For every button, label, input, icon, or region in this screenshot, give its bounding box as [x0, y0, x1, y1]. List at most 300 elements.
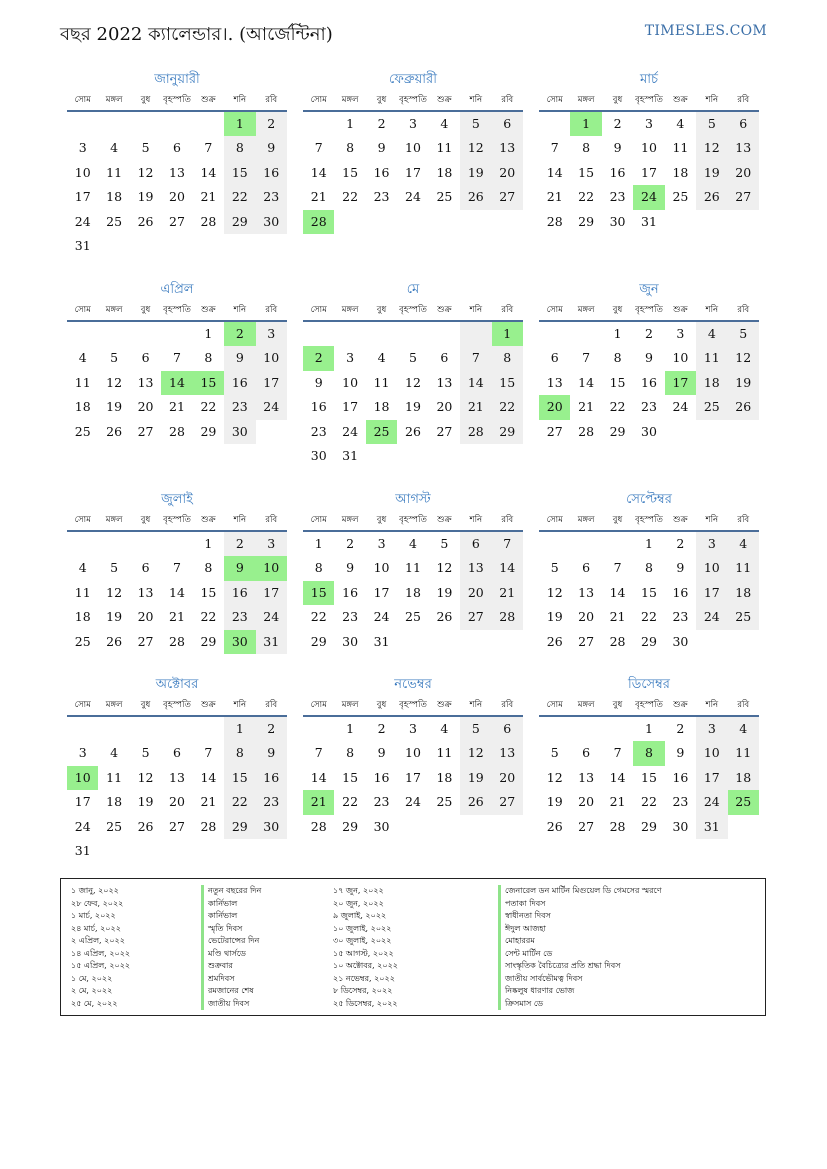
legend-entry: ১ মে, ২০২২	[71, 973, 113, 983]
empty-cell	[161, 717, 192, 741]
day-cell: 28	[609, 818, 626, 834]
day-cell: 17	[74, 794, 91, 810]
month-name: আগস্ট	[395, 492, 431, 507]
empty-cell	[665, 210, 696, 234]
empty-cell	[256, 234, 287, 258]
day-cell: 18	[74, 399, 91, 415]
day-cell: 6	[492, 717, 523, 741]
day-cell: 9	[377, 745, 386, 761]
month-name: জুন	[639, 282, 659, 297]
weekday-header	[303, 300, 523, 322]
day-cell: 29	[578, 213, 595, 229]
day-cell: 31	[74, 842, 91, 858]
month-name: এপ্রিল	[160, 282, 194, 297]
day-cell: 5	[696, 112, 727, 136]
day-grid	[303, 717, 523, 839]
day-cell: 7	[492, 532, 523, 556]
day-cell: 27	[578, 633, 595, 649]
empty-cell	[224, 839, 255, 863]
day-cell: 7	[613, 560, 622, 576]
day-cell: 23	[373, 189, 390, 205]
day-cell: 17	[665, 371, 696, 395]
weekday-label: শনি	[469, 95, 483, 105]
weekday-label: সোম	[546, 515, 563, 525]
day-cell: 10	[696, 556, 727, 580]
weekday-header	[67, 695, 287, 717]
day-cell: 7	[204, 140, 213, 156]
day-cell: 17	[696, 581, 727, 605]
month-block	[539, 675, 759, 839]
day-cell: 17	[256, 371, 287, 395]
day-cell: 16	[224, 581, 255, 605]
day-cell: 18	[728, 766, 759, 790]
day-cell: 6	[582, 745, 591, 761]
legend-entry: ৯ জুলাই, ২০২২	[333, 911, 387, 920]
day-cell: 24	[342, 423, 359, 439]
day-cell: 29	[200, 423, 217, 439]
day-cell: 14	[546, 164, 563, 180]
day-cell: 27	[578, 818, 595, 834]
day-cell: 3	[696, 532, 727, 556]
weekday-label: মঙ্গল	[341, 95, 359, 105]
day-cell: 20	[539, 395, 570, 419]
day-cell: 25	[366, 420, 397, 444]
day-cell: 13	[169, 769, 185, 785]
day-grid	[303, 112, 523, 234]
day-cell: 4	[676, 116, 685, 131]
day-cell: 23	[342, 609, 359, 625]
weekday-label: শনি	[233, 700, 247, 710]
empty-cell	[570, 322, 601, 346]
day-cell: 30	[224, 630, 255, 654]
day-cell: 3	[409, 116, 417, 131]
day-cell: 15	[492, 371, 523, 395]
day-cell: 22	[224, 790, 255, 814]
day-cell: 5	[460, 717, 491, 741]
legend-entry: ১৪ এপ্রিল, ২০২২	[71, 948, 131, 958]
day-cell: 11	[436, 745, 453, 761]
legend-entry: ক্রিসমাস ডে	[498, 998, 662, 1011]
weekday-label: মঙ্গল	[577, 95, 595, 105]
day-cell: 30	[373, 818, 390, 834]
day-cell: 2	[377, 116, 386, 131]
weekday-label: বৃহস্পতি	[399, 305, 427, 315]
day-cell: 5	[141, 140, 150, 156]
day-cell: 23	[224, 395, 255, 419]
legend-entry: ২৪ মার্চ, ২০২২	[71, 923, 121, 933]
day-cell: 19	[436, 584, 453, 600]
weekday-label: বুধ	[612, 95, 623, 105]
empty-cell	[193, 717, 224, 741]
day-cell: 28	[492, 605, 523, 629]
empty-cell	[161, 532, 192, 556]
empty-cell	[397, 444, 428, 468]
weekday-label: বৃহস্পতি	[399, 700, 427, 710]
day-cell: 29	[224, 815, 255, 839]
day-cell: 20	[137, 609, 154, 625]
legend-names-right	[498, 885, 662, 1010]
day-cell: 1	[224, 717, 255, 741]
day-cell: 3	[256, 322, 287, 346]
day-cell: 18	[106, 794, 123, 810]
empty-cell	[460, 210, 491, 234]
day-cell: 4	[78, 560, 87, 576]
weekday-label: বৃহস্পতি	[635, 95, 663, 105]
weekday-label: রবি	[737, 305, 750, 315]
day-cell: 16	[373, 164, 390, 180]
day-cell: 23	[310, 423, 327, 439]
day-cell: 29	[200, 633, 217, 649]
month-name: ডিসেম্বর	[628, 677, 670, 692]
day-cell: 5	[409, 350, 417, 366]
day-cell: 23	[609, 189, 626, 205]
legend-entry: ভেটেরান্সের দিন	[201, 935, 261, 948]
day-cell: 11	[373, 374, 390, 390]
day-cell: 8	[204, 560, 213, 576]
month-block	[539, 70, 759, 234]
page-title: বছর 2022 ক্যালেন্ডার।. (আর্জেন্টিনা)	[60, 24, 333, 45]
day-cell: 9	[676, 745, 685, 761]
weekday-header	[303, 510, 523, 532]
day-grid	[303, 532, 523, 654]
empty-cell	[460, 322, 491, 346]
weekday-label: সোম	[310, 515, 327, 525]
legend-entry: ১০ অক্টোবর, ২০২২	[333, 961, 398, 970]
weekday-label: মঙ্গল	[577, 515, 595, 525]
month-name: মার্চ	[639, 72, 658, 87]
day-cell: 16	[310, 399, 327, 415]
day-cell: 13	[169, 164, 185, 180]
empty-cell	[303, 717, 334, 741]
day-cell: 8	[204, 350, 213, 366]
day-cell: 26	[106, 423, 123, 439]
weekday-label: বুধ	[612, 700, 623, 710]
legend-entry: ৩০ জুলাই, ২০২২	[333, 936, 392, 945]
legend-entry: ১ মার্চ, ২০২২	[71, 911, 116, 920]
day-cell: 12	[728, 346, 759, 370]
weekday-header	[303, 695, 523, 717]
empty-cell	[98, 717, 129, 741]
day-cell: 9	[346, 560, 355, 576]
day-cell: 26	[405, 423, 421, 439]
weekday-label: বুধ	[376, 515, 387, 525]
legend-entry: ঈদুল আজহা	[498, 923, 662, 936]
day-cell: 3	[346, 350, 355, 366]
day-cell: 30	[310, 447, 327, 463]
day-grid	[67, 532, 287, 654]
empty-cell	[570, 532, 601, 556]
weekday-label: শনি	[705, 515, 719, 525]
day-cell: 1	[204, 326, 213, 341]
weekday-label: শনি	[705, 305, 719, 315]
legend-entry: ১৫ আগস্ট, ২০২২	[333, 948, 394, 958]
day-cell: 7	[204, 745, 213, 761]
day-cell: 23	[256, 790, 287, 814]
weekday-label: মঙ্গল	[105, 95, 123, 105]
day-cell: 29	[641, 818, 657, 834]
day-cell: 8	[582, 140, 591, 156]
day-cell: 25	[74, 633, 91, 649]
weekday-label: বৃহস্পতি	[163, 95, 191, 105]
day-cell: 28	[578, 423, 595, 439]
empty-cell	[728, 630, 759, 654]
month-block	[539, 280, 759, 444]
day-cell: 7	[460, 346, 491, 370]
day-cell: 3	[409, 721, 417, 736]
day-cell: 4	[440, 721, 449, 736]
month-name: অক্টোবর	[155, 677, 199, 692]
empty-cell	[67, 322, 98, 346]
day-cell: 12	[137, 164, 154, 180]
month-block	[539, 490, 759, 654]
weekday-header	[539, 695, 759, 717]
day-cell: 6	[460, 532, 491, 556]
legend-entry: ২৫ ডিসেম্বর, ২০২২	[333, 998, 398, 1008]
day-cell: 25	[728, 790, 759, 814]
day-cell: 2	[256, 112, 287, 136]
legend-entry: নতুন বছরের দিন	[201, 885, 261, 898]
weekday-label: বৃহস্পতি	[399, 515, 427, 525]
empty-cell	[429, 815, 460, 839]
day-cell: 20	[578, 794, 595, 810]
day-cell: 5	[110, 560, 119, 576]
weekday-label: মঙ্গল	[577, 700, 595, 710]
day-cell: 15	[342, 769, 359, 785]
day-cell: 28	[200, 818, 217, 834]
day-cell: 19	[106, 399, 123, 415]
day-cell: 7	[314, 745, 323, 761]
month-block	[67, 675, 287, 863]
weekday-label: বৃহস্পতি	[163, 700, 191, 710]
month-block	[67, 280, 287, 444]
weekday-label: শনি	[469, 700, 483, 710]
day-cell: 17	[405, 769, 421, 785]
day-cell: 13	[137, 374, 154, 390]
day-cell: 19	[696, 161, 727, 185]
legend-entry: সেন্ট মার্টিন ডে	[498, 948, 662, 961]
weekday-label: সোম	[310, 305, 327, 315]
day-cell: 12	[460, 136, 491, 160]
day-cell: 14	[161, 371, 192, 395]
day-cell: 14	[200, 769, 217, 785]
day-cell: 10	[256, 556, 287, 580]
empty-cell	[98, 234, 129, 258]
empty-cell	[130, 717, 161, 741]
empty-cell	[492, 444, 523, 468]
day-cell: 31	[373, 633, 390, 649]
day-cell: 29	[224, 210, 255, 234]
day-cell: 4	[78, 350, 87, 366]
day-cell: 5	[141, 745, 150, 761]
weekday-label: সোম	[74, 700, 91, 710]
day-cell: 30	[672, 818, 689, 834]
weekday-label: শুক্র	[437, 305, 452, 315]
day-cell: 11	[106, 769, 123, 785]
weekday-header	[539, 300, 759, 322]
weekday-header	[67, 90, 287, 112]
month-block	[67, 70, 287, 258]
day-cell: 16	[224, 371, 255, 395]
legend-entry: মোহাররম	[498, 935, 662, 948]
day-cell: 30	[609, 213, 626, 229]
day-cell: 27	[169, 213, 185, 229]
month-block	[303, 280, 523, 468]
day-cell: 29	[342, 818, 359, 834]
legend-entry: রমজানের শেষ	[201, 985, 261, 998]
day-cell: 2	[224, 532, 255, 556]
day-cell: 21	[609, 794, 626, 810]
weekday-label: শনি	[233, 305, 247, 315]
day-cell: 26	[546, 633, 563, 649]
month-name: জুলাই	[161, 492, 193, 507]
day-cell: 21	[609, 609, 626, 625]
weekday-label: বৃহস্পতি	[635, 515, 663, 525]
weekday-label: রবি	[501, 305, 514, 315]
weekday-label: শুক্র	[437, 95, 452, 105]
empty-cell	[696, 210, 727, 234]
day-cell: 30	[256, 815, 287, 839]
weekday-header	[539, 90, 759, 112]
weekday-label: শুক্র	[673, 700, 688, 710]
day-cell: 15	[578, 164, 595, 180]
day-cell: 27	[492, 185, 523, 209]
empty-cell	[366, 444, 397, 468]
weekday-label: মঙ্গল	[577, 305, 595, 315]
day-cell: 3	[256, 532, 287, 556]
day-cell: 28	[169, 423, 185, 439]
day-cell: 13	[578, 584, 595, 600]
day-cell: 3	[377, 536, 386, 551]
weekday-label: মঙ্গল	[105, 515, 123, 525]
empty-cell	[665, 420, 696, 444]
legend-entry: মণ্ডি থার্সডে	[201, 948, 261, 961]
day-cell: 10	[696, 741, 727, 765]
empty-cell	[492, 815, 523, 839]
day-cell: 5	[110, 350, 119, 366]
day-cell: 4	[110, 745, 119, 761]
empty-cell	[397, 630, 428, 654]
weekday-label: শুক্র	[201, 515, 216, 525]
weekday-label: শনি	[705, 700, 719, 710]
day-cell: 1	[314, 536, 323, 551]
day-cell: 26	[137, 818, 154, 834]
empty-cell	[98, 112, 129, 136]
weekday-label: বুধ	[376, 700, 387, 710]
day-cell: 20	[169, 189, 185, 205]
day-cell: 26	[546, 818, 563, 834]
empty-cell	[161, 839, 192, 863]
day-cell: 19	[460, 766, 491, 790]
empty-cell	[429, 322, 460, 346]
day-cell: 21	[310, 189, 327, 205]
day-cell: 11	[74, 374, 91, 390]
day-cell: 28	[310, 818, 327, 834]
legend-entry: কার্নিভাল	[201, 898, 261, 911]
day-grid	[539, 322, 759, 444]
day-cell: 9	[256, 741, 287, 765]
day-cell: 26	[106, 633, 123, 649]
day-cell: 17	[342, 399, 359, 415]
legend-entry: ২৮ ফেব, ২০২২	[71, 898, 124, 908]
day-cell: 7	[173, 560, 181, 576]
day-cell: 3	[676, 326, 685, 341]
day-cell: 4	[728, 532, 759, 556]
day-cell: 1	[224, 112, 255, 136]
day-cell: 19	[106, 609, 123, 625]
holiday-legend	[60, 878, 766, 1016]
day-cell: 15	[303, 581, 334, 605]
day-cell: 24	[696, 605, 727, 629]
day-cell: 12	[137, 769, 154, 785]
weekday-header	[67, 300, 287, 322]
day-cell: 8	[224, 136, 255, 160]
day-cell: 8	[492, 346, 523, 370]
day-cell: 5	[550, 560, 559, 576]
day-cell: 2	[256, 717, 287, 741]
day-cell: 21	[460, 395, 491, 419]
day-cell: 5	[728, 322, 759, 346]
weekday-label: বুধ	[376, 95, 387, 105]
day-cell: 2	[224, 322, 255, 346]
day-cell: 15	[342, 164, 359, 180]
day-cell: 24	[74, 213, 91, 229]
weekday-label: রবি	[737, 700, 750, 710]
day-cell: 9	[676, 560, 685, 576]
day-cell: 16	[256, 766, 287, 790]
brand-link[interactable]: TIMESLES.COM	[644, 23, 767, 39]
day-cell: 16	[342, 584, 359, 600]
weekday-label: বুধ	[140, 305, 151, 315]
empty-cell	[429, 444, 460, 468]
empty-cell	[460, 815, 491, 839]
day-cell: 21	[303, 790, 334, 814]
day-cell: 19	[137, 189, 154, 205]
weekday-label: সোম	[546, 305, 563, 315]
day-cell: 27	[137, 633, 154, 649]
day-cell: 10	[405, 745, 421, 761]
empty-cell	[539, 322, 570, 346]
day-cell: 22	[492, 395, 523, 419]
day-cell: 7	[314, 140, 323, 156]
day-cell: 1	[570, 112, 601, 136]
legend-entry: ৮ ডিসেম্বর, ২০২২	[333, 986, 393, 995]
day-cell: 8	[224, 741, 255, 765]
legend-entry: জাতীয় দিবস	[201, 998, 261, 1011]
day-grid	[539, 717, 759, 839]
weekday-header	[67, 510, 287, 532]
day-cell: 10	[405, 140, 421, 156]
day-cell: 20	[137, 399, 154, 415]
empty-cell	[492, 630, 523, 654]
day-cell: 14	[609, 584, 626, 600]
weekday-label: শনি	[233, 515, 247, 525]
empty-cell	[256, 839, 287, 863]
day-cell: 21	[169, 399, 185, 415]
legend-entry: পতাকা দিবস	[498, 898, 662, 911]
day-cell: 11	[696, 346, 727, 370]
day-cell: 17	[405, 164, 421, 180]
day-cell: 13	[492, 136, 523, 160]
day-cell: 16	[256, 161, 287, 185]
day-cell: 29	[641, 633, 657, 649]
day-cell: 21	[546, 189, 563, 205]
day-cell: 18	[106, 189, 123, 205]
day-cell: 24	[256, 395, 287, 419]
legend-entry: ২০ জুন, ২০২২	[333, 898, 384, 908]
empty-cell	[570, 717, 601, 741]
empty-cell	[728, 815, 759, 839]
weekday-label: শুক্র	[201, 305, 216, 315]
